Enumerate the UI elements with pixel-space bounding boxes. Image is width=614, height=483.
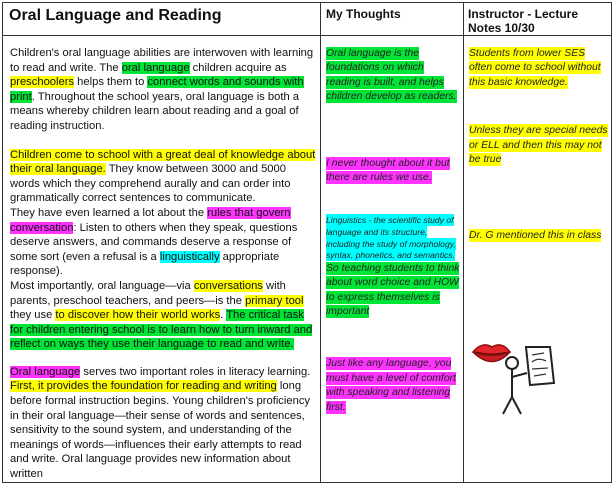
thought-note-5 [326,357,460,415]
highlight-magenta: Oral language [10,365,81,378]
thought-note-2 [326,157,460,186]
highlight-magenta: Just like any language, you must have a level of comfort with speaking and listening first. [326,358,456,413]
highlight-magenta: rules that govern conversation [10,206,291,234]
spacer [10,352,316,365]
text-span: . Throughout the school years, oral language is both a means whereby children learn about reading and a goal of reading instruction. [10,90,299,132]
text-span: : Listen to others when they speak, questions deserve answers, and commands deserve a response of some sort (even a refusal is a [10,221,298,263]
header-row [3,3,612,36]
highlight-green: Oral language is the foundations on which reading is built, and helps children develop as readers. [326,48,457,103]
thought-note-3 [326,215,460,261]
text-span: serves two important roles in literacy learning. [80,365,311,378]
highlight-yellow: primary tool [245,294,304,307]
highlight-magenta: I never thought about it but there are rules we use. [326,157,450,184]
paragraph-1 [10,46,316,134]
highlight-cyan: Linguistics - the scientific study of language and its structure, including the study of morphology, syntax, phonetics, and semantics. [326,215,456,261]
highlight-yellow: to discover how their world works [55,309,221,322]
header-cell-topic [3,3,321,36]
text-span: . [220,309,227,322]
highlight-yellow: Dr. G mentioned this in class [469,230,602,242]
highlight-green: oral language [121,61,190,74]
highlight-green: The critical task for children entering school is to learn how to turn inward and reflect on ways they use their language to read and write. [10,309,313,351]
text-span: Most importantly, oral language—via [10,279,194,292]
highlight-yellow: Children come to school with a great deal of knowledge about their oral language. [10,148,316,176]
text-span: with parents, preschool teachers, and peers—is the [10,279,286,307]
lecture-column [464,36,611,244]
spacer [10,134,316,148]
thought-note-1 [326,47,460,105]
text-span: Children's oral language abilities are interwoven with learning to read and write. The [10,47,314,74]
paragraph-2b [10,206,316,279]
highlight-yellow: Students from lower SES often come to school without this basic knowledge. [469,48,601,88]
thoughts-cell [321,36,464,483]
highlight-cyan: linguistically [159,250,220,263]
reading-text-cell [3,36,321,483]
column-header-topic: Oral Language and Reading [9,7,222,24]
thought-note-4 [326,262,460,320]
header-cell-lecture [464,3,612,36]
paragraph-3 [10,365,316,482]
text-span: They know between 3000 and 5000 words which they comprehend aurally and can order into grammatically correct sentences to communicate. [10,163,291,205]
text-span: appropriate response). [10,250,280,278]
lecture-note-2 [469,124,608,167]
text-span: children acquire as [189,61,287,74]
highlight-yellow: preschoolers [10,76,75,89]
column-header-lecture: Instructor - Lecture Notes 10/30 [468,7,579,35]
text-span: long before formal instruction begins. Young children's proficiency in their oral language—their sense of words and sentences, sensitivity to the sound system, and understanding of the meanings of words—influences their early attempts to read and write. Oral language provides new information about written [10,380,311,481]
highlight-yellow: Unless they are special needs or ELL and then this may not be true [469,125,608,166]
highlight-yellow: conversations [193,279,263,292]
highlight-yellow: First, it provides the foundation for reading and writing [10,380,277,393]
text-span: helps them to [74,76,148,89]
lecture-note-3 [469,229,608,243]
header-cell-thoughts [321,3,464,36]
text-span: they use [10,309,56,322]
paragraph-2 [10,148,316,206]
lecture-note-1 [469,47,608,90]
paragraph-2c [10,279,316,352]
speaking-reading-illustration-icon [470,325,556,417]
highlight-green: connect words and sounds with print [10,76,304,103]
thoughts-column [321,36,463,415]
highlight-green: So teaching students to think about word choice and HOW to express themselves is important [326,262,460,318]
reading-text [3,36,320,482]
text-span: They have even learned a lot about the [10,206,208,219]
column-header-thoughts: My Thoughts [326,7,401,21]
